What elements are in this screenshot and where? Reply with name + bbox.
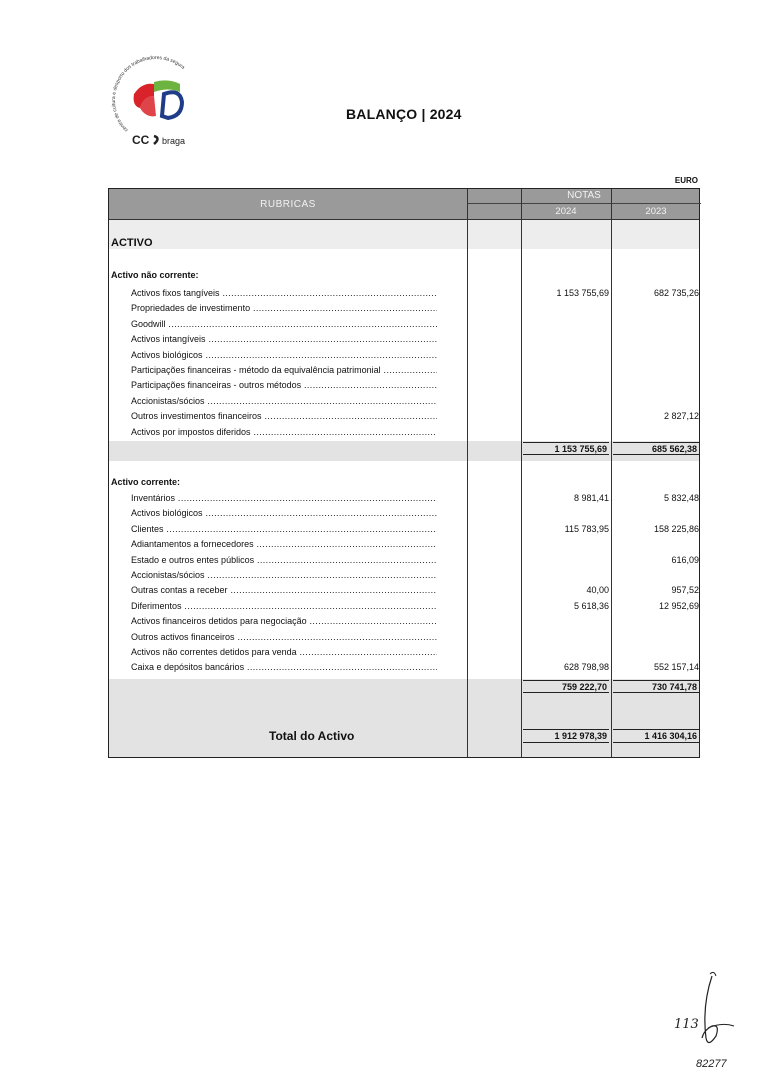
row-label: Propriedades de investimento ..... — [131, 301, 437, 316]
row-label: Activos por impostos diferidos ..... — [131, 425, 437, 440]
row-label: Activos fixos tangíveis ..... — [131, 286, 437, 301]
row-label: Accionistas/sócios ..... — [131, 568, 437, 583]
value-2023: 2 827,12 — [663, 411, 699, 422]
value-2024: 40,00 — [586, 585, 609, 596]
logo-arc-text: centro de cultura e desporto dos trabalhadores da segura — [110, 54, 186, 133]
row-label: Outros investimentos financeiros ..... — [131, 409, 437, 424]
value-2023: 12 952,69 — [658, 600, 699, 611]
header-rubricas: RUBRICAS — [260, 198, 316, 210]
row-label: Participações financeiras - método da equivalência patrimonial ..... — [131, 363, 437, 378]
row-label: Participações financeiras - outros métodos ..... — [131, 378, 437, 393]
value-2023: 5 832,48 — [663, 493, 699, 503]
subtotal-corrente-2023: 730 741,78 — [613, 680, 699, 693]
handwritten-page-mark: 113 — [674, 1017, 699, 1032]
row-label: Goodwill ..... — [131, 317, 437, 332]
row-label: Clientes ..... — [131, 522, 437, 537]
row-label: Activos biológicos ..... — [131, 348, 437, 363]
table-row — [109, 630, 701, 645]
table-row — [109, 614, 701, 629]
total-activo-2023: 1 416 304,16 — [613, 729, 699, 743]
table-row — [109, 553, 701, 568]
header-notas: NOTAS — [467, 189, 701, 204]
handwritten-stamp-number: 82277 — [696, 1058, 727, 1070]
row-label: Activos biológicos ..... — [131, 506, 437, 521]
row-label: Outras contas a receber ..... — [131, 583, 437, 598]
row-label: Activos intangíveis ..... — [131, 332, 437, 347]
currency-label: EURO — [674, 176, 698, 185]
table-row — [109, 506, 701, 521]
header-year-2023: 2023 — [645, 206, 667, 217]
row-label: Activos não correntes detidos para venda ..... — [131, 645, 437, 660]
table-row — [109, 568, 701, 583]
value-2023: 616,09 — [671, 554, 699, 565]
header-year-2024: 2024 — [555, 206, 577, 217]
table-row — [109, 645, 701, 660]
table-row — [109, 425, 701, 440]
table-row — [109, 301, 701, 316]
row-label: Inventários ..... — [131, 491, 437, 506]
row-label: Outros activos financeiros ..... — [131, 630, 437, 645]
table-row — [109, 348, 701, 363]
value-2024: 5 618,36 — [573, 600, 609, 611]
row-label: Adiantamentos a fornecedores ..... — [131, 537, 437, 552]
page-title: BALANÇO | 2024 — [346, 106, 462, 122]
value-2023: 552 157,14 — [653, 662, 699, 673]
table-row — [109, 286, 701, 301]
balance-sheet-table — [108, 188, 700, 758]
table-row — [109, 660, 701, 675]
section-activo: ACTIVO — [111, 237, 153, 249]
ccd-braga-logo — [106, 52, 206, 152]
value-2023: 158 225,86 — [653, 523, 699, 534]
row-label: Activos financeiros detidos para negociação ..... — [131, 614, 437, 629]
value-2024: 1 153 755,69 — [556, 288, 609, 298]
row-label: Accionistas/sócios ..... — [131, 394, 437, 409]
value-2023: 957,52 — [671, 585, 699, 596]
table-row — [109, 378, 701, 393]
value-2023: 682 735,26 — [653, 288, 699, 298]
table-row — [109, 491, 701, 506]
subtotal-nao-corrente-2023: 685 562,38 — [613, 442, 699, 455]
row-label: Diferimentos ..... — [131, 599, 437, 614]
logo-brand-mark: CC — [132, 133, 150, 147]
subtotal-nao-corrente-2024: 1 153 755,69 — [523, 442, 609, 455]
row-label: Estado e outros entes públicos ..... — [131, 553, 437, 568]
table-row — [109, 363, 701, 378]
logo-brand-text: braga — [162, 136, 186, 146]
row-label: Caixa e depósitos bancários ..... — [131, 660, 437, 675]
table-row — [109, 394, 701, 409]
value-2024: 628 798,98 — [563, 662, 609, 673]
table-row — [109, 522, 701, 537]
table-row — [109, 317, 701, 332]
subtotal-corrente-2024: 759 222,70 — [523, 680, 609, 693]
total-activo-label: Total do Activo — [269, 729, 355, 743]
table-row — [109, 332, 701, 347]
total-activo-2024: 1 912 978,39 — [523, 729, 609, 743]
table-row — [109, 583, 701, 598]
value-2024: 115 783,95 — [564, 523, 609, 534]
section-activo-corrente: Activo corrente: — [111, 477, 181, 487]
value-2024: 8 981,41 — [573, 493, 609, 503]
table-row — [109, 599, 701, 614]
table-row — [109, 537, 701, 552]
section-activo-nao-corrente: Activo não corrente: — [111, 270, 199, 280]
table-row — [109, 409, 701, 424]
